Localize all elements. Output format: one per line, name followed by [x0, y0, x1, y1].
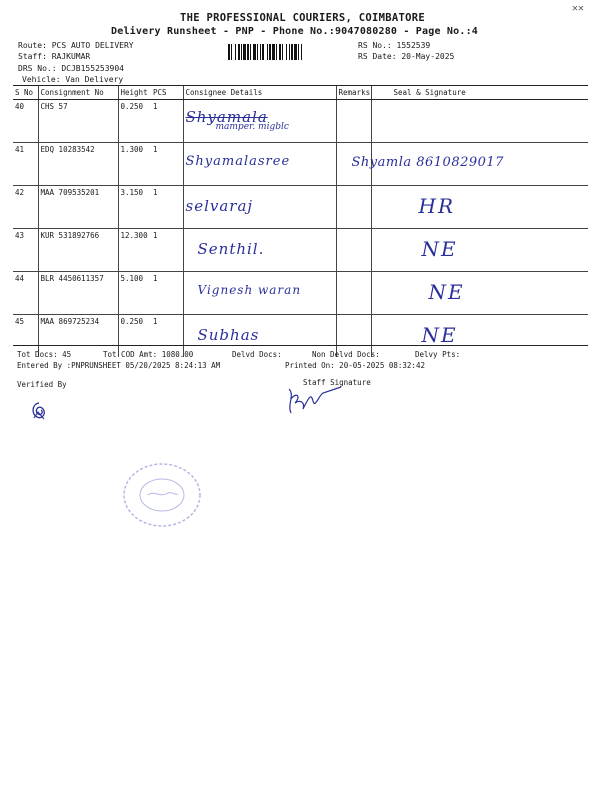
- signature-handwriting: Shyamla 8610829017: [351, 155, 504, 170]
- row-pcs: 1: [151, 272, 183, 315]
- col-sno: S No: [13, 86, 38, 100]
- row-weight: 1.300: [118, 143, 151, 186]
- row-weight: 3.150: [118, 186, 151, 229]
- col-pcs: PCS: [151, 86, 183, 100]
- row-signature: [371, 229, 588, 272]
- row-consignment: CHS 57: [38, 100, 118, 143]
- consignee-handwriting: Shyamalasree: [185, 154, 291, 169]
- row-signature: [371, 272, 588, 315]
- row-pcs: 1: [151, 100, 183, 143]
- row-consignee: [183, 229, 336, 272]
- drs-number: DRS No.: DCJB155253904: [18, 64, 124, 73]
- row-sno: 45: [15, 317, 25, 326]
- row-pcs: 1: [151, 143, 183, 186]
- row-remarks: [336, 100, 371, 143]
- vehicle-text: Vehicle: Van Delivery: [22, 75, 124, 84]
- consignee-handwriting: selvaraj: [185, 197, 254, 215]
- table-row: [13, 315, 588, 358]
- table-bottom-rule: [13, 345, 588, 346]
- table-row: [13, 229, 588, 272]
- barcode-image: [228, 44, 350, 60]
- table-row: [13, 272, 588, 315]
- col-consignment: Consignment No: [38, 86, 118, 100]
- row-remarks: [336, 186, 371, 229]
- row-sno: 44: [13, 272, 38, 315]
- rs-date: RS Date: 20-May-2025: [358, 52, 455, 61]
- row-signature: [371, 100, 588, 143]
- table-row: [13, 143, 588, 186]
- row-remarks: [336, 229, 371, 272]
- total-cod: Tot COD Amt: 1080.00: [103, 350, 194, 359]
- row-pcs: 1: [151, 229, 183, 272]
- row-pcs: 1: [153, 317, 158, 326]
- row-signature: [371, 186, 588, 229]
- col-signature: Seal & Signature: [371, 86, 588, 100]
- printed-on: Printed On: 20-05-2025 08:32:42: [285, 361, 425, 370]
- row-consignment: KUR 531892766: [38, 229, 118, 272]
- table-row: [13, 100, 588, 143]
- signature-handwriting: HR: [418, 194, 455, 218]
- route-text: Route: PCS AUTO DELIVERY: [18, 41, 134, 50]
- runsheet-table: [13, 85, 588, 357]
- consignee-sub-handwriting: mamper. migblc: [215, 122, 289, 132]
- row-sno: 42: [13, 186, 38, 229]
- staff-signature-scribble: [283, 385, 343, 417]
- delivery-points: Delvy Pts:: [415, 350, 461, 359]
- row-consignment: MAA 869725234: [38, 315, 118, 358]
- signature-handwriting: NE: [421, 323, 458, 347]
- row-consignment: BLR 4450611357: [38, 272, 118, 315]
- row-consignee: [183, 143, 336, 186]
- rs-number: RS No.: 1552539: [358, 41, 431, 50]
- corner-mark-icon: ✕✕: [572, 3, 585, 14]
- runsheet-title: Delivery Runsheet - PNP - Phone No.:9047080280 - Page No.:4: [111, 26, 479, 37]
- signature-handwriting: NE: [428, 280, 465, 304]
- row-sno: 40: [13, 100, 38, 143]
- row-consignee: [183, 272, 336, 315]
- company-stamp-image: [120, 460, 205, 530]
- row-remarks: [336, 272, 371, 315]
- row-consignment: EDQ 10283542: [38, 143, 118, 186]
- consignee-handwriting: Subhas: [197, 326, 260, 344]
- row-weight: 5.100: [118, 272, 151, 315]
- row-signature: [371, 315, 588, 358]
- col-weight: Height: [118, 86, 151, 100]
- row-pcs: 1: [151, 186, 183, 229]
- staff-text: Staff: RAJKUMAR: [18, 52, 91, 61]
- row-sno: 41: [13, 143, 38, 186]
- row-consignee: [183, 186, 336, 229]
- total-docs: Tot Docs: 45: [17, 350, 72, 359]
- col-remarks: Remarks: [336, 86, 371, 100]
- barcode-bar: [302, 44, 303, 60]
- row-weight: 0.250: [118, 315, 151, 358]
- delivered-docs: Delvd Docs:: [232, 350, 282, 359]
- col-consignee: Consignee Details: [183, 86, 336, 100]
- consignee-handwriting: Senthil.: [197, 240, 265, 258]
- table-row: [13, 186, 588, 229]
- entered-by: Entered By :PNPRUNSHEET 05/20/2025 8:24:13 AM: [17, 361, 221, 370]
- signature-handwriting: NE: [421, 237, 458, 261]
- consignee-handwriting: Shyamala: [185, 108, 268, 126]
- verified-mark-icon: [28, 400, 50, 422]
- staff-signature-label: Staff Signature: [303, 378, 371, 387]
- company-title: THE PROFESSIONAL COURIERS, COIMBATORE: [180, 12, 425, 24]
- row-weight: 0.250: [118, 100, 151, 143]
- row-sno: 43: [13, 229, 38, 272]
- row-signature: [351, 143, 588, 186]
- row-consignee: [183, 100, 336, 143]
- verified-by-label: Verified By: [17, 380, 67, 389]
- row-weight: 12.300: [118, 229, 151, 272]
- non-delivered-docs: Non Delvd Docs:: [312, 350, 380, 359]
- consignee-handwriting: Vignesh waran: [197, 283, 302, 297]
- table-header-row: [13, 86, 588, 100]
- row-consignment: MAA 709535201: [38, 186, 118, 229]
